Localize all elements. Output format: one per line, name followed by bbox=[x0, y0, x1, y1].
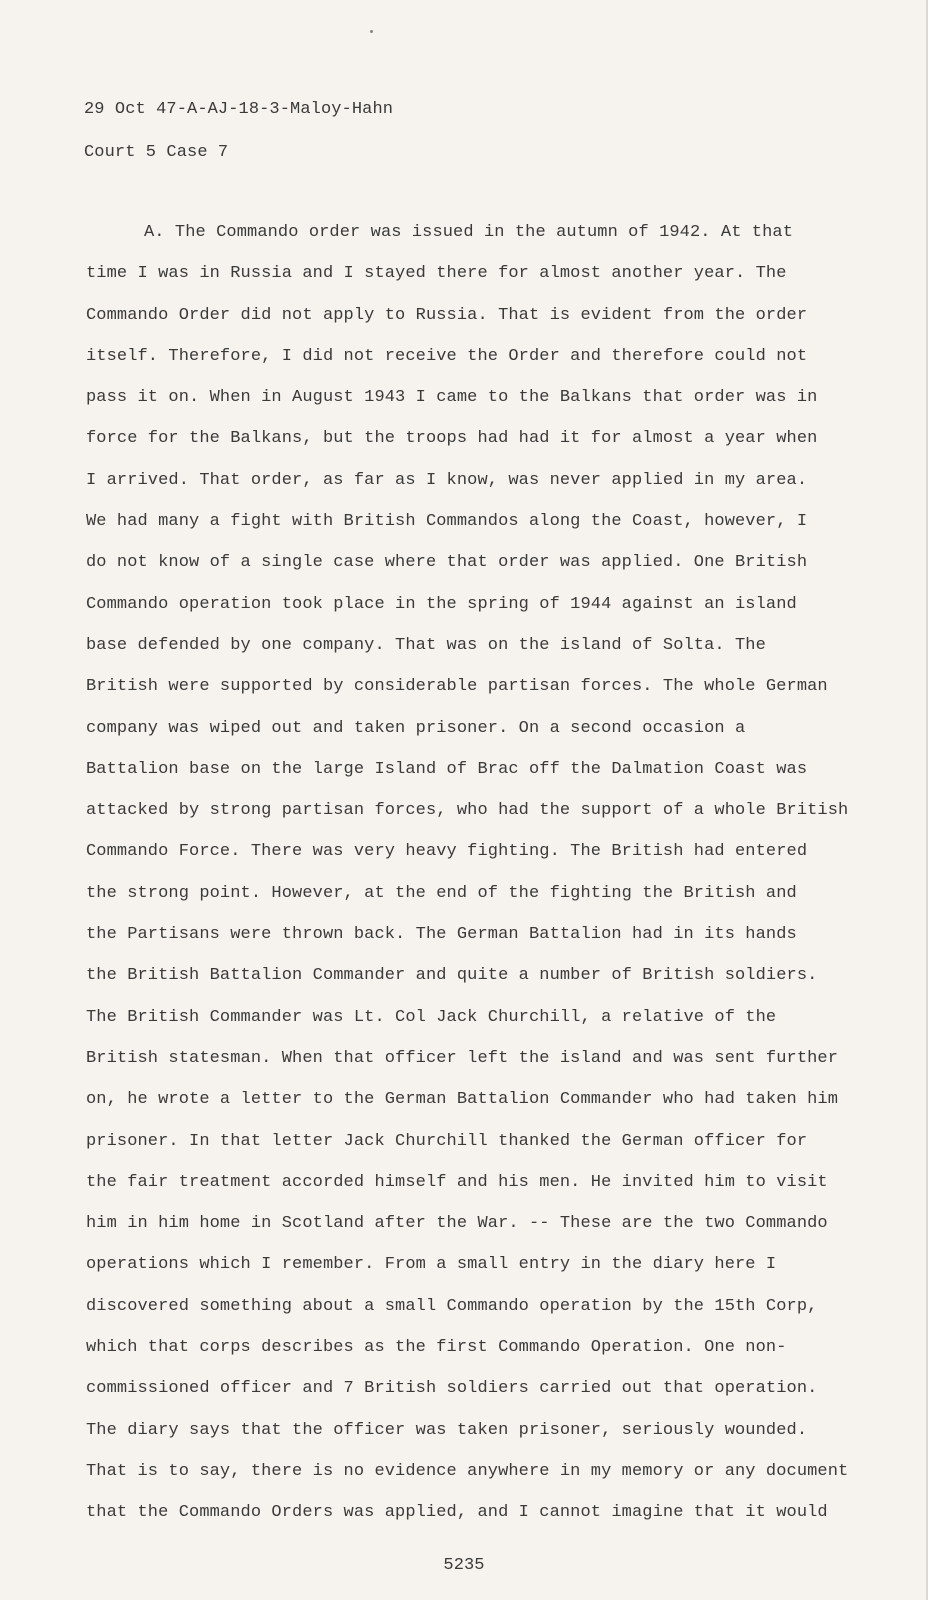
text-line: itself. Therefore, I did not receive the Order and therefore could not bbox=[86, 346, 808, 366]
text-line: which that corps describes as the first Commando Operation. One non- bbox=[86, 1338, 787, 1358]
text-line: the Partisans were thrown back. The German Battalion had in its hands bbox=[86, 925, 797, 945]
text-line: I arrived. That order, as far as I know, was never applied in my area. bbox=[86, 470, 808, 490]
text-line: him in him home in Scotland after the War. -- These are the two Commando bbox=[86, 1214, 828, 1234]
text-line: on, he wrote a letter to the German Battalion Commander who had taken him bbox=[86, 1090, 839, 1110]
text-line: the fair treatment accorded himself and his men. He invited him to visit bbox=[86, 1172, 828, 1192]
page-number: 5235 bbox=[443, 1556, 485, 1575]
text-line: the strong point. However, at the end of the fighting the British and bbox=[86, 883, 797, 903]
text-line: Commando Force. There was very heavy fighting. The British had entered bbox=[86, 842, 808, 862]
text-line: company was wiped out and taken prisoner. On a second occasion a bbox=[86, 718, 746, 738]
text-line: the British Battalion Commander and quite a number of British soldiers. bbox=[86, 966, 818, 986]
text-line: A. The Commando order was issued in the autumn of 1942. At that bbox=[144, 223, 794, 242]
text-line: The diary says that the officer was taken prisoner, seriously wounded. bbox=[86, 1420, 808, 1440]
text-line: pass it on. When in August 1943 I came to the Balkans that order was in bbox=[86, 388, 818, 408]
text-line: do not know of a single case where that order was applied. One British bbox=[86, 553, 808, 573]
court-case-label: Court 5 Case 7 bbox=[84, 143, 229, 162]
text-line: force for the Balkans, but the troops had had it for almost a year when bbox=[86, 429, 818, 449]
text-line: Battalion base on the large Island of Brac off the Dalmation Coast was bbox=[86, 759, 808, 779]
text-line: The British Commander was Lt. Col Jack Churchill, a relative of the bbox=[86, 1007, 777, 1027]
text-line: that the Commando Orders was applied, and I cannot imagine that it would bbox=[86, 1503, 828, 1523]
testimony-text bbox=[86, 216, 866, 1538]
document-reference: 29 Oct 47-A-AJ-18-3-Maloy-Hahn bbox=[84, 100, 394, 119]
paper-speck bbox=[370, 30, 373, 33]
text-line: base defended by one company. That was on the island of Solta. The bbox=[86, 635, 766, 655]
text-line: Commando Order did not apply to Russia. That is evident from the order bbox=[86, 305, 808, 325]
text-line: That is to say, there is no evidence anywhere in my memory or any document bbox=[86, 1461, 849, 1481]
text-line: prisoner. In that letter Jack Churchill thanked the German officer for bbox=[86, 1131, 808, 1151]
text-line: discovered something about a small Commando operation by the 15th Corp, bbox=[86, 1296, 818, 1316]
text-line: commissioned officer and 7 British soldiers carried out that operation. bbox=[86, 1379, 818, 1399]
scan-margin bbox=[928, 0, 948, 1600]
text-line: operations which I remember. From a small entry in the diary here I bbox=[86, 1255, 777, 1275]
text-line: We had many a fight with British Commandos along the Coast, however, I bbox=[86, 512, 808, 532]
text-line: Commando operation took place in the spring of 1944 against an island bbox=[86, 594, 797, 614]
text-line: British were supported by considerable partisan forces. The whole German bbox=[86, 677, 828, 697]
text-line: attacked by strong partisan forces, who had the support of a whole British bbox=[86, 801, 849, 821]
text-line: British statesman. When that officer left the island and was sent further bbox=[86, 1048, 839, 1068]
text-line: time I was in Russia and I stayed there for almost another year. The bbox=[86, 264, 787, 284]
